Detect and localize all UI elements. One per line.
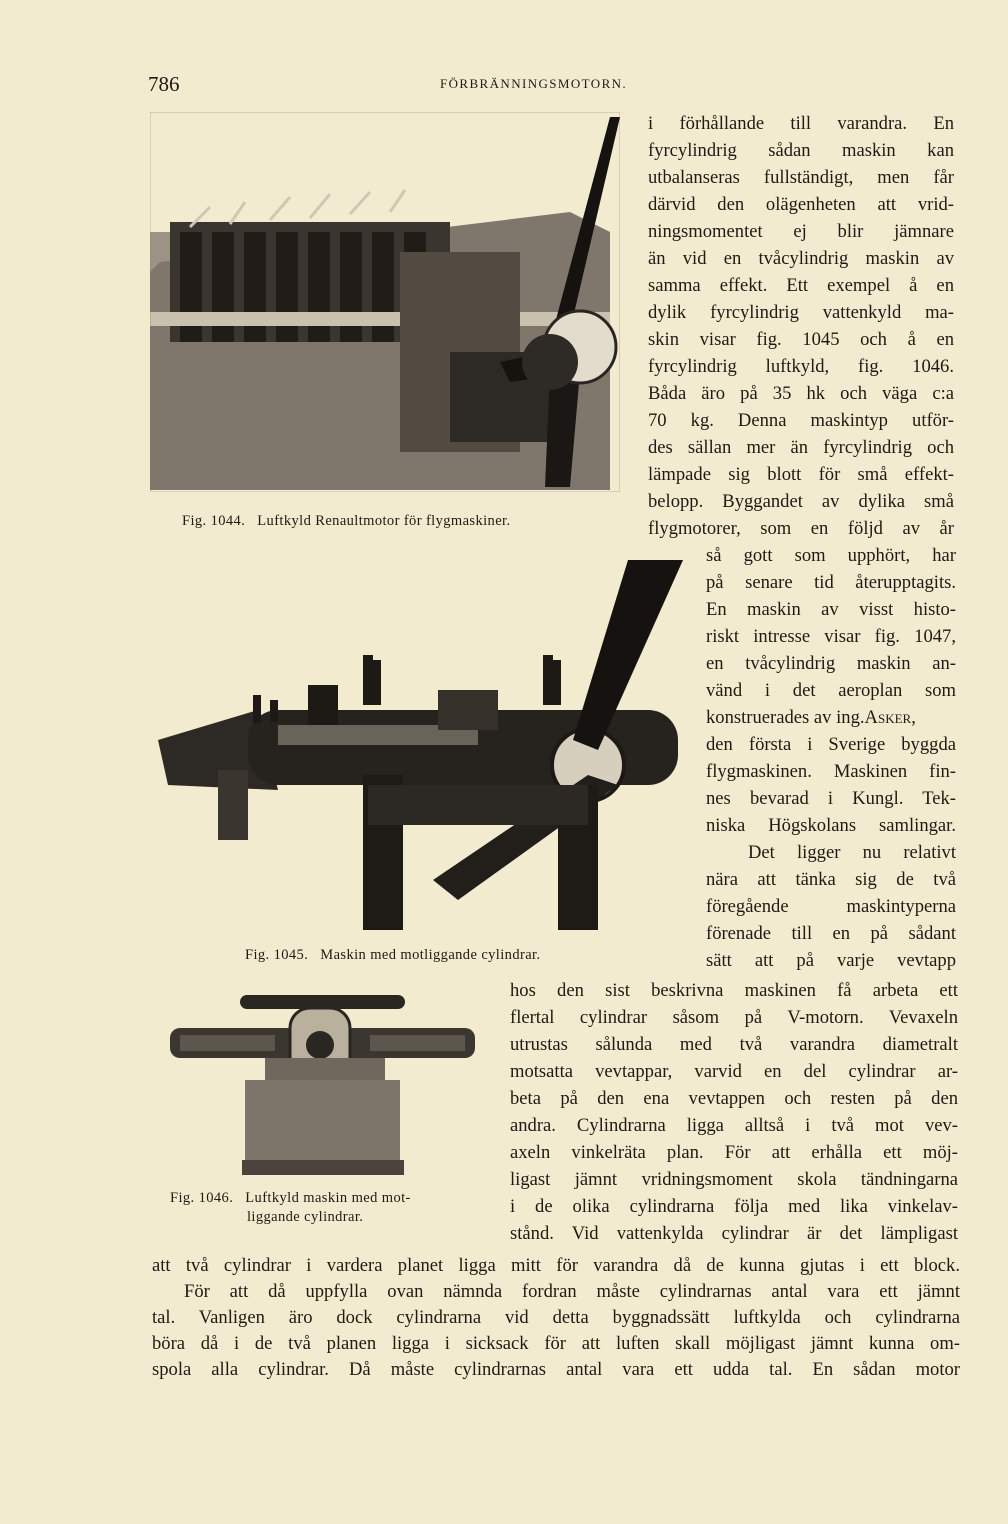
body-line: böra då i de två planen ligga i sicksack för att luften skall möjligast jämnt kunna om- [152, 1333, 960, 1354]
figure-1045-text: Maskin med motliggande cylindrar. [320, 947, 541, 963]
figure-1045-caption [245, 947, 540, 964]
column-line: Det ligger nu relativt [748, 842, 956, 863]
middle-line: stånd. Vid vattenkylda cylindrar är det lämpligast [510, 1223, 958, 1244]
column-line-text: konstruerades av ing. [706, 707, 865, 728]
column-line: så gott som upphört, har [706, 545, 956, 566]
running-title: FÖRBRÄNNINGSMOTORN. [440, 76, 628, 91]
middle-line: i de olika cylindrarna följa med lika vinkelav- [510, 1196, 958, 1217]
column-line: lämpade sig blott för små effekt- [648, 464, 954, 485]
column-line: skin visar fig. 1045 och å en [648, 329, 954, 350]
figure-1044-label: Fig. 1044. [182, 513, 246, 529]
page-number: 786 [148, 72, 180, 96]
column-line: 70 kg. Denna maskintyp utför- [648, 410, 954, 431]
figure-1045-photo [158, 560, 683, 932]
body-line: att två cylindrar i vardera planet ligga mitt för varandra då de kunna gjutas i ett block. [152, 1255, 960, 1276]
figure-1044-caption [182, 513, 511, 530]
figure-1046-photo [160, 990, 485, 1178]
column-line: därvid den olägenheten att vrid- [648, 194, 954, 215]
column-line: des sällan mer än fyrcylindrig och [648, 437, 954, 458]
column-line: på senare tid återupptagits. [706, 572, 956, 593]
column-line: niska Högskolans samlingar. [706, 815, 956, 836]
middle-line: motsatta vevtappar, varvid en del cylindrar ar- [510, 1061, 958, 1082]
figure-1046-caption [170, 1190, 411, 1207]
column-line: en tvåcylindrig maskin an- [706, 653, 956, 674]
body-line: spola alla cylindrar. Då måste cylindrarnas antal vara ett udda tal. En sådan motor [152, 1359, 960, 1380]
column-line: sätt att på varje vevtapp [706, 950, 956, 971]
column-line: föregående maskintyperna [706, 896, 956, 917]
column-line: dylik fyrcylindrig vattenkyld ma- [648, 302, 954, 323]
column-line: fyrcylindrig luftkyld, fig. 1046. [648, 356, 954, 377]
column-line: flygmotorer, som en följd av år [648, 518, 954, 539]
column-line: En maskin av visst histo- [706, 599, 956, 620]
middle-line: ligast jämnt vridningsmoment skola tändningarna [510, 1169, 958, 1190]
middle-line: andra. Cylindrarna ligga alltså i två mot vev- [510, 1115, 958, 1136]
body-line: tal. Vanligen äro dock cylindrarna vid detta byggnadssätt luftkylda och cylindrarna [152, 1307, 960, 1328]
column-line: den första i Sverige byggda [706, 734, 956, 755]
column-line: vänd i det aeroplan som [706, 680, 956, 701]
figure-1045-label: Fig. 1045. [245, 947, 309, 963]
middle-line: flertal cylindrar såsom på V-motorn. Vevaxeln [510, 1007, 958, 1028]
column-line: fyrcylindrig sådan maskin kan [648, 140, 954, 161]
column-line: flygmaskinen. Maskinen fin- [706, 761, 956, 782]
column-line: utbalanseras fullständigt, men får [648, 167, 954, 188]
middle-line: axeln vinkelräta plan. För att erhålla ett möj- [510, 1142, 958, 1163]
figure-1046-label: Fig. 1046. [170, 1190, 234, 1206]
column-line: i förhållande till varandra. En [648, 113, 954, 134]
figure-1046-caption-line2: liggande cylindrar. [247, 1209, 364, 1225]
middle-line: hos den sist beskrivna maskinen få arbeta ett [510, 980, 958, 1001]
column-line: än vid en tvåcylindrig maskin av [648, 248, 954, 269]
column-line: nära att tänka sig de två [706, 869, 956, 890]
column-line: Båda äro på 35 hk och väga c:a [648, 383, 954, 404]
column-line: nes bevarad i Kungl. Tek- [706, 788, 956, 809]
column-line: belopp. Byggandet av dylika små [648, 491, 954, 512]
inventor-name: Asker, [864, 707, 916, 728]
middle-line: beta på den ena vevtappen och resten på den [510, 1088, 958, 1109]
figure-1044-photo [150, 112, 620, 492]
column-line: samma effekt. Ett exempel å en [648, 275, 954, 296]
column-line: förenade till en på sådant [706, 923, 956, 944]
figure-1046-text-line1: Luftkyld maskin med mot- [245, 1190, 411, 1206]
middle-line: utrustas sålunda med två varandra diametralt [510, 1034, 958, 1055]
body-line: För att då uppfylla ovan nämnda fordran måste cylindrarnas antal vara ett jämnt [184, 1281, 960, 1302]
column-line [706, 706, 958, 730]
column-line: ningsmomentet ej blir jämnare [648, 221, 954, 242]
figure-1044-text: Luftkyld Renaultmotor för flygmaskiner. [257, 513, 511, 529]
column-line: riskt intresse visar fig. 1047, [706, 626, 956, 647]
